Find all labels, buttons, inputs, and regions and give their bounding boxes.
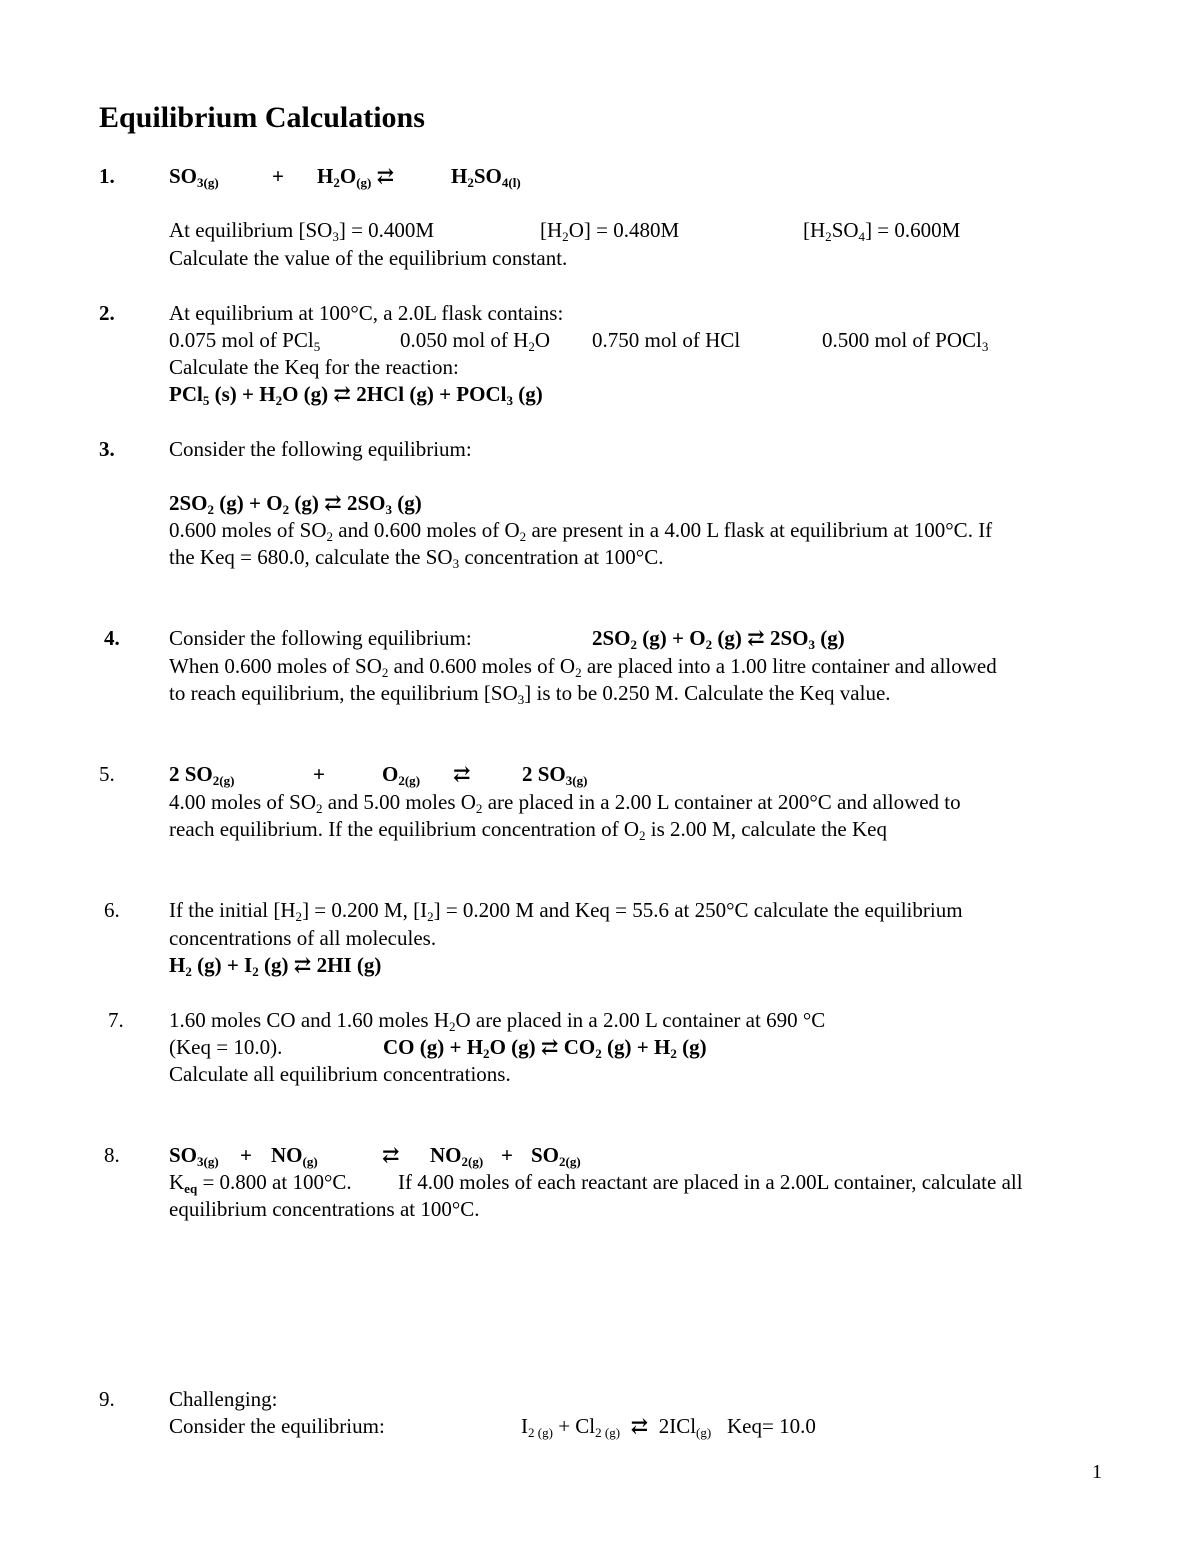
q7-line1: 1.60 moles CO and 1.60 moles $H_2O$ are placed in a 2.00 L container at 690 °C [169, 1008, 826, 1034]
q2-line1: At equilibrium at 100°C, a 2.0L flask contains: [169, 301, 564, 325]
q1-plus: + [272, 164, 284, 188]
q5-reactant-o2: $O_{2(g)}$ [382, 762, 421, 788]
q8-plus-1: + [240, 1143, 252, 1167]
page-number: 1 [1092, 1461, 1102, 1483]
q8-plus-2: + [501, 1143, 513, 1167]
equilibrium-arrow: ⇄ [376, 164, 395, 188]
q1-h2o-concentration: $[H_2O] = 0.480M$ [540, 218, 680, 244]
q2-instruction: Calculate the Keq for the reaction: [169, 355, 459, 379]
q6-line1: If the initial $[H_2] = 0.200$ M, $[I_2] = 0.200$ M and Keq = 55.6 at 250°C calculate the equilibrium [169, 898, 963, 924]
question-8-number: 8. [104, 1143, 120, 1167]
q8-line2: If 4.00 moles of each reactant are placed in a 2.00L container, calculate all [398, 1170, 1023, 1194]
q5-line2: 4.00 moles of $SO_2$ and 5.00 moles $O_2$ are placed in a 2.00 L container at 200°C and allowed to [169, 790, 961, 816]
equilibrium-arrow: ⇄ [324, 491, 342, 515]
q9-line1: Challenging: [169, 1387, 278, 1411]
q5-product-so3: 2 $SO_{3(g)}$ [522, 762, 588, 788]
question-9-number: 9. [99, 1387, 115, 1411]
q1-reactant-h2o: $H_2O_{(g)}$ ⇄ [317, 164, 395, 190]
question-1-number: 1. [99, 164, 115, 188]
question-5-number: 5. [99, 762, 115, 786]
q7-reaction-equation: CO $(g) + H_2O$ (g) ⇄ $CO_2$ $(g) + H_2$ (g) [383, 1035, 707, 1061]
q4-reaction-equation: $2SO_2$ $(g) + O_2$ (g) ⇄ $2SO_3$ (g) [592, 626, 845, 652]
question-6-number: 6. [104, 898, 120, 922]
question-7-number: 7. [108, 1008, 124, 1032]
q7-keq: (Keq = 10.0). [169, 1035, 283, 1059]
q1-instruction: Calculate the value of the equilibrium constant. [169, 246, 568, 270]
equilibrium-arrow: ⇄ [453, 762, 471, 786]
q1-h2so4-concentration: $[H_2SO_4] = 0.600M$ [803, 218, 961, 244]
q9-line2: Consider the equilibrium: [169, 1414, 385, 1438]
equilibrium-arrow: ⇄ [333, 382, 352, 406]
question-4-number: 4. [104, 626, 120, 650]
q3-line2: 0.600 moles of $SO_2$ and 0.600 moles of $O_2$ are present in a 4.00 L flask at equilibrium at 100°C. If [169, 518, 993, 544]
q8-reactant-no: $NO_{(g)}$ [271, 1143, 318, 1169]
q2-amount-h2o: 0.050 mol of $H_2O$ [400, 328, 551, 354]
q5-plus: + [313, 762, 325, 786]
question-2-number: 2. [99, 301, 115, 325]
equilibrium-arrow: ⇄ [382, 1143, 400, 1167]
equilibrium-arrow: ⇄ [747, 626, 765, 650]
q9-reaction-equation: $I_{2 (g)} + Cl_{2 (g)}$ ⇄ 2ICl$_{(g)}$ Keq= 10.0 [521, 1414, 816, 1440]
q3-line1: Consider the following equilibrium: [169, 437, 472, 461]
q8-reactant-so3: $SO_{3(g)}$ [169, 1143, 219, 1169]
q3-reaction-equation: $2SO_2$ $(g) + O_2$ (g) ⇄ $2SO_3$ (g) [169, 491, 422, 517]
equilibrium-arrow: ⇄ [540, 1035, 559, 1059]
q4-line1: Consider the following equilibrium: [169, 626, 472, 650]
q1-reactant-so3: $SO_{3(g)}$ [169, 164, 219, 190]
q2-amount-pocl3: 0.500 mol of POCl$_3$ [822, 328, 989, 354]
q8-line3: equilibrium concentrations at 100°C. [169, 1197, 480, 1221]
q6-reaction-equation: $H_2$ $(g) + I_2$ (g) ⇄ 2HI (g) [169, 953, 382, 979]
q5-reactant-so2: 2 $SO_{2(g)}$ [169, 762, 235, 788]
equilibrium-arrow: ⇄ [630, 1414, 649, 1438]
q1-so3-concentration: At equilibrium $[SO_3] = 0.400M$ [169, 218, 435, 244]
q1-product-h2so4: $H_2SO_{4(l)}$ [451, 164, 521, 190]
equilibrium-arrow: ⇄ [293, 953, 312, 977]
q8-product-no2: $NO_{2(g)}$ [430, 1143, 484, 1169]
q5-line3: reach equilibrium. If the equilibrium concentration of $O_2$ is 2.00 M, calculate the Keq [169, 817, 887, 843]
q2-amount-pcl5: 0.075 mol of PCl$_5$ [169, 328, 321, 354]
q4-line2: When 0.600 moles of $SO_2$ and 0.600 moles of $O_2$ are placed into a 1.00 litre container and allowed [169, 654, 997, 680]
q6-line2: concentrations of all molecules. [169, 926, 437, 950]
question-3-number: 3. [99, 437, 115, 461]
q8-keq: $K_{eq} = 0.800$ at 100°C. [169, 1170, 352, 1196]
q4-line3: to reach equilibrium, the equilibrium $[SO_3]$ is to be 0.250 M. Calculate the Keq value. [169, 681, 891, 707]
q7-line3: Calculate all equilibrium concentrations. [169, 1062, 511, 1086]
q2-reaction-equation: PCl$_5$ $(s) + H_2O$ (g) ⇄ 2HCl (g) + POCl$_3$ (g) [169, 382, 543, 408]
page-title: Equilibrium Calculations [99, 101, 425, 134]
q8-product-so2: $SO_{2(g)}$ [531, 1143, 581, 1169]
q2-amount-hcl: 0.750 mol of HCl [592, 328, 741, 352]
q3-line3: the Keq = 680.0, calculate the $SO_3$ concentration at 100°C. [169, 545, 664, 571]
